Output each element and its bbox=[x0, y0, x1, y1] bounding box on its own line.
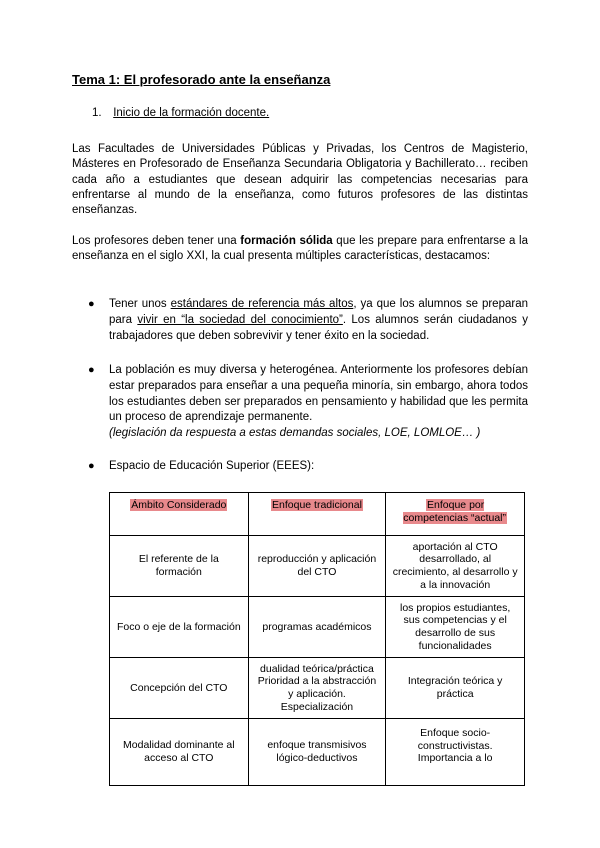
table-header-row bbox=[110, 493, 525, 536]
table-cell: Foco o eje de la formación bbox=[110, 597, 249, 658]
table-row bbox=[110, 536, 525, 597]
bullet-icon: ● bbox=[88, 364, 95, 376]
table-cell: aportación al CTO desarrollado, al crecimiento, al desarrollo y a la innovación bbox=[386, 536, 525, 597]
para2-text-after: que les prepare para enfrentarse a la enseñanza en el siglo XXI, la cual presenta múltiples características, destacamos: bbox=[72, 235, 528, 263]
page-title: Tema 1: El profesorado ante la enseñanza bbox=[72, 72, 331, 87]
bullet-underline: vivir en “la sociedad del conocimiento” bbox=[137, 313, 343, 326]
section-heading bbox=[92, 107, 269, 119]
table-cell: los propios estudiantes, sus competencias y el desarrollo de sus funcionalidades bbox=[386, 597, 525, 658]
table-cell: dualidad teórica/práctica Prioridad a la abstracción y aplicación. Especialización bbox=[248, 658, 386, 719]
table-cell: Concepción del CTO bbox=[110, 658, 249, 719]
list-item bbox=[72, 297, 528, 344]
table-cell: El referente de la formación bbox=[110, 536, 249, 597]
para2-text-before: Los profesores deben tener una bbox=[72, 235, 241, 247]
bullet-text: Tener unos bbox=[109, 298, 171, 310]
comparison-table bbox=[109, 492, 525, 786]
bullet-icon: ● bbox=[88, 298, 95, 310]
section-number: 1. bbox=[92, 107, 102, 119]
bullet-list-1 bbox=[72, 297, 528, 344]
header-text: Enfoque tradicional bbox=[272, 499, 362, 511]
bullet-italic-note: (legislación da respuesta a estas demandas sociales, LOE, LOMLOE… ) bbox=[109, 427, 481, 440]
table-cell: Integración teórica y práctica bbox=[386, 658, 525, 719]
table-row bbox=[110, 658, 525, 719]
intro-paragraph: Las Facultades de Universidades Públicas y Privadas, los Centros de Magisterio, Másteres en Profesorado de Enseñanza Secundaria Obligatoria y Bachillerato… reciben cada año a estudiantes que desean adquirir las competencias necesarias para enfrentarse al mundo de la enseñanza, como futuros profesores de las distintas enseñanzas. bbox=[72, 143, 528, 217]
bullet-text: Espacio de Educación Superior (EEES): bbox=[109, 460, 315, 472]
table-header-cell bbox=[110, 493, 249, 536]
list-item bbox=[72, 363, 528, 442]
table-cell: Modalidad dominante al acceso al CTO bbox=[110, 719, 249, 786]
table-header-cell bbox=[386, 493, 525, 536]
header-text: Enfoque por competencias “actual” bbox=[403, 499, 506, 524]
section-label: Inicio de la formación docente. bbox=[113, 107, 270, 119]
bullet-underline: estándares de referencia más altos bbox=[170, 298, 354, 310]
second-paragraph bbox=[72, 234, 528, 265]
table-cell: Enfoque socio-constructivistas. Importancia a lo bbox=[386, 719, 525, 786]
list-item bbox=[72, 459, 528, 475]
table-row bbox=[110, 719, 525, 786]
table-cell: programas académicos bbox=[248, 597, 386, 658]
bullet-text: , ya que los alumnos se preparan para bbox=[109, 298, 528, 326]
header-text: Ámbito Considerado bbox=[131, 499, 227, 511]
table-header-cell bbox=[248, 493, 386, 536]
bullet-list-3 bbox=[72, 459, 528, 475]
bullet-text: . Los alumnos serán ciudadanos y trabajadores que deben sobrevivir y tener éxito en la sociedad. bbox=[109, 313, 528, 342]
para2-bold: formación sólida bbox=[240, 235, 333, 247]
bullet-text: La población es muy diversa y heterogénea. Anteriormente los profesores debían estar preparados para enseñar a una pequeña minoría, sin embargo, ahora todos los estudiantes deben ser preparados en pensamiento y habilidad que les permita un proceso de aprendizaje permanente. bbox=[109, 364, 528, 424]
table-cell: reproducción y aplicación del CTO bbox=[248, 536, 386, 597]
bullet-list-2 bbox=[72, 363, 528, 442]
table-cell: enfoque transmisivos lógico-deductivos bbox=[248, 719, 386, 786]
bullet-icon: ● bbox=[88, 460, 95, 472]
table-row bbox=[110, 597, 525, 658]
